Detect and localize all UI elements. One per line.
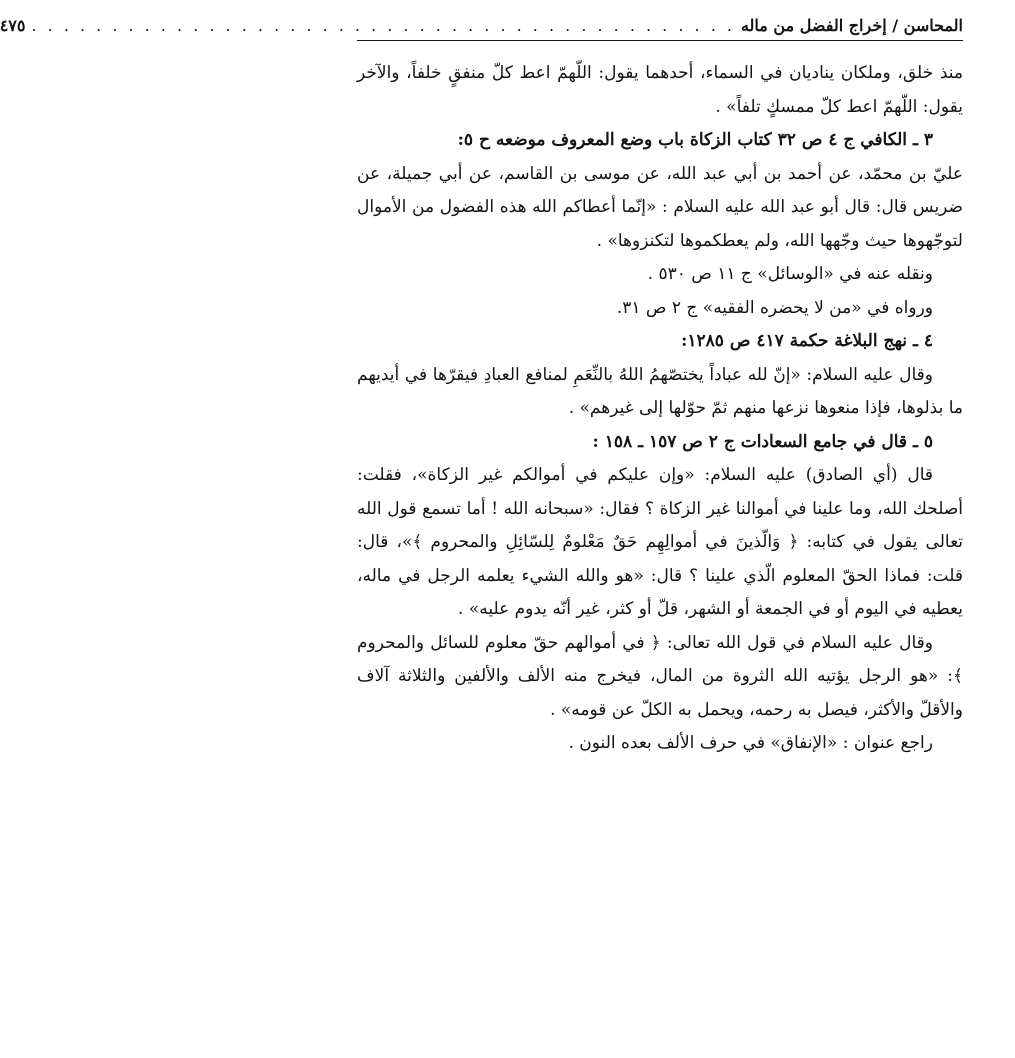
- paragraph-faqih-reference: ورواه في «من لا يحضره الفقيه» ج ٢ ص ٣١.: [616, 297, 933, 318]
- paragraph-kafi-narration: عليّ بن محمّد، عن أحمد بن أبي عبد الله، عن موسى بن القاسم، عن أبي جميلة، عن ضريس قال: قال أبو عبد الله عليه السلام : «إنّما أعطاكم الله هذه الفضول من الأموال لتوجّهوها حيث وجّهها الله، ولم يعطكموها لتكنزوها» .: [357, 163, 963, 251]
- paragraph-jami-verse-explanation: وقال عليه السلام في قول الله تعالى: ﴿ في أموالهم حقّ معلوم للسائل والمحروم ﴾: «هو الرجل يؤتيه الله الثروة من المال، فيخرج منه الألف والألفين والثلاثة آلاف والأقلّ والأكثر، فيصل به رحمه، ويحمل به الكلّ عن قومه» .: [357, 632, 963, 720]
- paragraph-jami-dialogue: قال (أي الصادق) عليه السلام: «وإن عليكم في أموالكم غير الزكاة»، فقلت: أصلحك الله، وما علينا في أموالنا غير الزكاة ؟ فقال: «سبحانه الله ! أما تسمع قول الله تعالى يقول في كتابه: ﴿ وَالّذينَ في أموالِهِم حَقٌ مَعْلومٌ لِلسّائِلِ والمحروم ﴾»، قال: قلت: فماذا الحقّ المعلوم الّذي علينا ؟ قال: «هو والله الشيء يعلمه الرجل في ماله، يعطيه في اليوم أو في الجمعة أو الشهر، قلّ أو كثر، غير أنّه يدوم عليه» .: [357, 465, 963, 619]
- page-number: ٤٧٥: [0, 16, 26, 35]
- source-heading-nahj: ٤ ـ نهج البلاغة حكمة ٤١٧ ص ١٢٨٥:: [681, 331, 933, 351]
- source-heading-jami: ٥ ـ قال في جامع السعادات ج ٢ ص ١٥٧ ـ ١٥٨ :: [592, 431, 933, 452]
- paragraph-nahj-saying: وقال عليه السلام: «إنّ لله عباداً يختصّهمُ اللهُ بالنِّعَمِ لمنافع العبادِ فيقرّها في أيديهم ما بذلوها، فإذا منعوها نزعها منهم ثمّ حوّلها إلى غيرهم» .: [357, 364, 963, 418]
- running-head-title: المحاسن / إخراج الفضل من ماله: [740, 16, 963, 35]
- running-head: [0, 14, 963, 41]
- page-body: [357, 57, 963, 761]
- source-heading-kafi: ٣ ـ الكافي ج ٤ ص ٣٢ كتاب الزكاة باب وضع المعروف موضعه ح ٥:: [457, 130, 933, 150]
- running-head-dot-leader: . . . . . . . . . . . . . . . . . . . . . . . . . . . . . . . . . . . . . . . . . . . .: [31, 16, 735, 35]
- paragraph-wasail-reference: ونقله عنه في «الوسائل» ج ١١ ص ٥٣٠ .: [647, 264, 933, 284]
- paragraph-continuation: منذ خلق، وملكان يناديان في السماء، أحدهما يقول: اللّهمّ اعط كلّ منفقٍ خلفاً، والآخر يقول: اللّهمّ اعط كلّ ممسكٍ تلفاً» .: [357, 63, 963, 117]
- paragraph-cross-reference: راجع عنوان : «الإنفاق» في حرف الألف بعده النون .: [568, 733, 933, 753]
